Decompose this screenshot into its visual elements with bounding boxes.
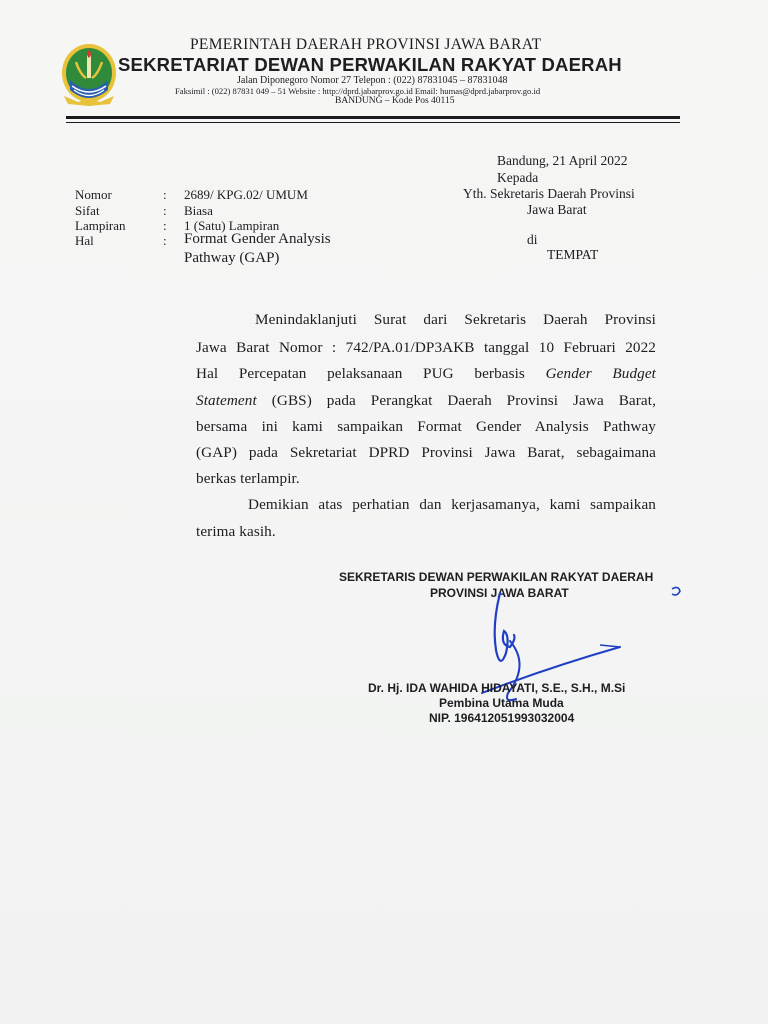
meta-colon: : [163, 233, 167, 248]
letterhead-city-postcode: BANDUNG – Kode Pos 40115 [335, 96, 455, 106]
signatory-title-2: PROVINSI JAWA BARAT [430, 586, 569, 600]
recipient-line-1: Yth. Sekretaris Daerah Provinsi [463, 186, 635, 201]
body-line: Menindaklanjuti Surat dari Sekretaris Daerah Provinsi [255, 311, 656, 328]
letterhead-government: PEMERINTAH DAERAH PROVINSI JAWA BARAT [190, 36, 542, 53]
closing-line: Demikian atas perhatian dan kerjasamanya, kami sampaikan [248, 496, 656, 513]
meta-lampiran-value: 1 (Satu) Lampiran [184, 218, 280, 233]
letterhead-address: Jalan Diponegoro Nomor 27 Telepon : (022) 87831045 – 87831048 [237, 75, 508, 86]
meta-colon: : [163, 187, 167, 202]
signatory-title-1: SEKRETARIS DEWAN PERWAKILAN RAKYAT DAERAH [339, 570, 654, 584]
recipient-line-2: Jawa Barat [527, 202, 587, 217]
signatory-nip: NIP. 196412051993032004 [429, 711, 575, 725]
meta-nomor-label: Nomor [75, 187, 112, 202]
meta-sifat-label: Sifat [75, 203, 100, 218]
body-line: berkas terlampir. [196, 470, 300, 487]
body-line: (GAP) pada Sekretariat DPRD Provinsi Jawa Barat, sebagaimana [196, 444, 656, 461]
recipient-to-label: Kepada [497, 170, 539, 185]
meta-hal-value-2: Pathway (GAP) [184, 250, 280, 266]
meta-lampiran-label: Lampiran [75, 218, 126, 233]
meta-nomor-value: 2689/ KPG.02/ UMUM [184, 187, 308, 202]
letter-date: Bandung, 21 April 2022 [497, 153, 628, 168]
body-line: bersama ini kami sampaikan Format Gender Analysis Pathway [196, 418, 656, 435]
recipient-place: TEMPAT [547, 247, 599, 262]
letterhead-contact: Faksimil : (022) 87831 049 – 51 Website : http://dprd.jabarprov.go.id Email: humas@dprd.jabarprov.go.id [175, 86, 541, 96]
meta-hal-label: Hal [75, 233, 94, 248]
meta-colon: : [163, 218, 167, 233]
meta-hal-value-1: Format Gender Analysis [184, 231, 331, 247]
closing-line: terima kasih. [196, 523, 276, 540]
signatory-name: Dr. Hj. IDA WAHIDA HIDAYATI, S.E., S.H., M.Si [368, 681, 626, 695]
body-line: Hal Percepatan pelaksanaan PUG berbasis Gender Budget [196, 365, 656, 382]
west-java-emblem-logo [58, 40, 120, 106]
meta-sifat-value: Biasa [184, 203, 213, 218]
body-line: Jawa Barat Nomor : 742/PA.01/DP3AKB tanggal 10 Februari 2022 [196, 339, 656, 356]
letterhead-divider-thin [66, 122, 680, 123]
signatory-rank: Pembina Utama Muda [439, 696, 564, 710]
body-line: Statement (GBS) pada Perangkat Daerah Provinsi Jawa Barat, [196, 392, 656, 409]
recipient-di: di [527, 232, 538, 247]
letterhead-institution: SEKRETARIAT DEWAN PERWAKILAN RAKYAT DAERAH [118, 54, 622, 75]
meta-colon: : [163, 203, 167, 218]
letterhead-divider-thick [66, 116, 680, 119]
